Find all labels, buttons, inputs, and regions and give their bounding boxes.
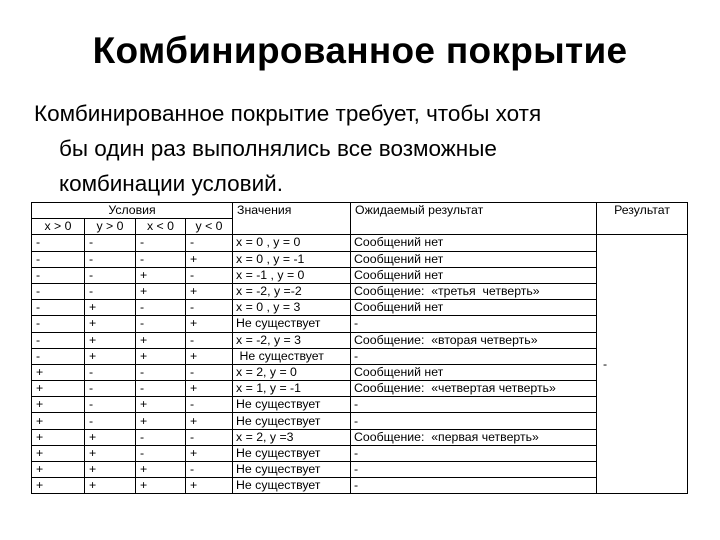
condition-cell: - (85, 413, 136, 429)
condition-cell: - (85, 251, 136, 267)
table-row (32, 413, 688, 429)
condition-cell: + (136, 462, 186, 478)
condition-cell: - (32, 300, 85, 316)
value-cell: x = 0 , y = 3 (233, 300, 351, 316)
value-cell: Не существует (233, 348, 351, 364)
table-row (32, 397, 688, 413)
expected-cell: - (351, 397, 597, 413)
condition-cell: - (32, 267, 85, 283)
condition-header: y < 0 (186, 219, 233, 235)
expected-cell: - (351, 348, 597, 364)
condition-cell: - (85, 267, 136, 283)
condition-cell: + (136, 348, 186, 364)
expected-cell: Сообщение: «вторая четверть» (351, 332, 597, 348)
condition-cell: + (136, 397, 186, 413)
condition-cell: - (186, 429, 233, 445)
result-header: Результат (597, 203, 688, 235)
paragraph-line: бы один раз выполнялись все возможные (59, 136, 497, 161)
value-cell: x = -2, y = 3 (233, 332, 351, 348)
condition-cell: + (85, 348, 136, 364)
description-paragraph (34, 96, 694, 201)
expected-header: Ожидаемый результат (351, 203, 597, 235)
condition-cell: + (85, 300, 136, 316)
value-cell: x = 0 , y = -1 (233, 251, 351, 267)
condition-cell: - (32, 332, 85, 348)
condition-cell: - (186, 267, 233, 283)
condition-cell: + (85, 445, 136, 461)
condition-cell: - (32, 316, 85, 332)
condition-cell: - (186, 332, 233, 348)
expected-cell: Сообщение: «третья четверть» (351, 283, 597, 299)
value-cell: Не существует (233, 316, 351, 332)
condition-header: x > 0 (32, 219, 85, 235)
condition-cell: + (186, 283, 233, 299)
value-cell: x = -1 , y = 0 (233, 267, 351, 283)
table-row (32, 300, 688, 316)
table-row (32, 462, 688, 478)
condition-cell: - (186, 364, 233, 380)
condition-cell: - (85, 397, 136, 413)
table-row (32, 283, 688, 299)
condition-cell: + (136, 332, 186, 348)
value-cell: x = 1, y = -1 (233, 381, 351, 397)
value-cell: x = -2, y =-2 (233, 283, 351, 299)
condition-cell: + (32, 413, 85, 429)
condition-cell: - (32, 283, 85, 299)
expected-cell: - (351, 462, 597, 478)
condition-cell: - (136, 364, 186, 380)
expected-cell: Сообщение: «четвертая четверть» (351, 381, 597, 397)
table-row (32, 445, 688, 461)
value-cell: x = 2, y = 0 (233, 364, 351, 380)
condition-cell: + (136, 413, 186, 429)
condition-cell: - (136, 316, 186, 332)
value-cell: Не существует (233, 445, 351, 461)
expected-cell: - (351, 478, 597, 494)
condition-cell: - (136, 235, 186, 251)
table-row (32, 429, 688, 445)
condition-cell: - (136, 445, 186, 461)
condition-cell: - (85, 283, 136, 299)
condition-cell: + (32, 381, 85, 397)
expected-cell: Сообщений нет (351, 251, 597, 267)
paragraph-line: комбинации условий. (59, 171, 283, 196)
condition-header: x < 0 (136, 219, 186, 235)
condition-cell: + (32, 397, 85, 413)
table-row (32, 267, 688, 283)
condition-cell: + (85, 478, 136, 494)
expected-cell: - (351, 316, 597, 332)
expected-cell: - (351, 413, 597, 429)
condition-cell: + (85, 429, 136, 445)
condition-cell: + (186, 348, 233, 364)
condition-cell: - (85, 364, 136, 380)
table-row (32, 381, 688, 397)
result-cell: - (597, 235, 688, 494)
expected-cell: Сообщений нет (351, 267, 597, 283)
table-row (32, 332, 688, 348)
table-row (32, 235, 688, 251)
combinations-table (31, 202, 688, 494)
condition-cell: + (186, 413, 233, 429)
table-body (32, 235, 688, 494)
condition-cell: - (85, 381, 136, 397)
conditions-header: Условия (32, 203, 233, 219)
condition-cell: - (136, 251, 186, 267)
condition-cell: + (85, 462, 136, 478)
condition-cell: - (186, 235, 233, 251)
condition-cell: + (85, 332, 136, 348)
value-cell: Не существует (233, 397, 351, 413)
condition-cell: - (85, 235, 136, 251)
condition-cell: + (32, 445, 85, 461)
condition-cell: + (136, 478, 186, 494)
condition-cell: + (186, 316, 233, 332)
condition-cell: + (186, 478, 233, 494)
condition-cell: + (32, 478, 85, 494)
table-row (32, 251, 688, 267)
condition-cell: + (186, 445, 233, 461)
condition-cell: + (186, 251, 233, 267)
condition-header: y > 0 (85, 219, 136, 235)
table-row (32, 316, 688, 332)
condition-cell: - (136, 300, 186, 316)
value-cell: x = 2, y =3 (233, 429, 351, 445)
condition-cell: - (186, 462, 233, 478)
condition-cell: + (186, 381, 233, 397)
condition-cell: - (32, 251, 85, 267)
table-row (32, 478, 688, 494)
condition-cell: - (136, 429, 186, 445)
slide-title: Комбинированное покрытие (92, 30, 628, 71)
condition-cell: - (32, 348, 85, 364)
condition-cell: - (186, 397, 233, 413)
header-row-group (32, 203, 688, 219)
condition-cell: - (32, 235, 85, 251)
paragraph-line: Комбинированное покрытие требует, чтобы хотя (34, 101, 542, 126)
condition-cell: + (136, 283, 186, 299)
value-cell: Не существует (233, 413, 351, 429)
condition-cell: + (136, 267, 186, 283)
expected-cell: Сообщений нет (351, 300, 597, 316)
values-header: Значения (233, 203, 351, 235)
value-cell: x = 0 , y = 0 (233, 235, 351, 251)
condition-cell: - (186, 300, 233, 316)
expected-cell: Сообщений нет (351, 235, 597, 251)
table-row (32, 348, 688, 364)
condition-cell: - (136, 381, 186, 397)
condition-cell: + (32, 429, 85, 445)
value-cell: Не существует (233, 462, 351, 478)
condition-cell: + (32, 462, 85, 478)
expected-cell: - (351, 445, 597, 461)
expected-cell: Сообщений нет (351, 364, 597, 380)
condition-cell: + (85, 316, 136, 332)
condition-cell: + (32, 364, 85, 380)
value-cell: Не существует (233, 478, 351, 494)
table-row (32, 364, 688, 380)
expected-cell: Сообщение: «первая четверть» (351, 429, 597, 445)
